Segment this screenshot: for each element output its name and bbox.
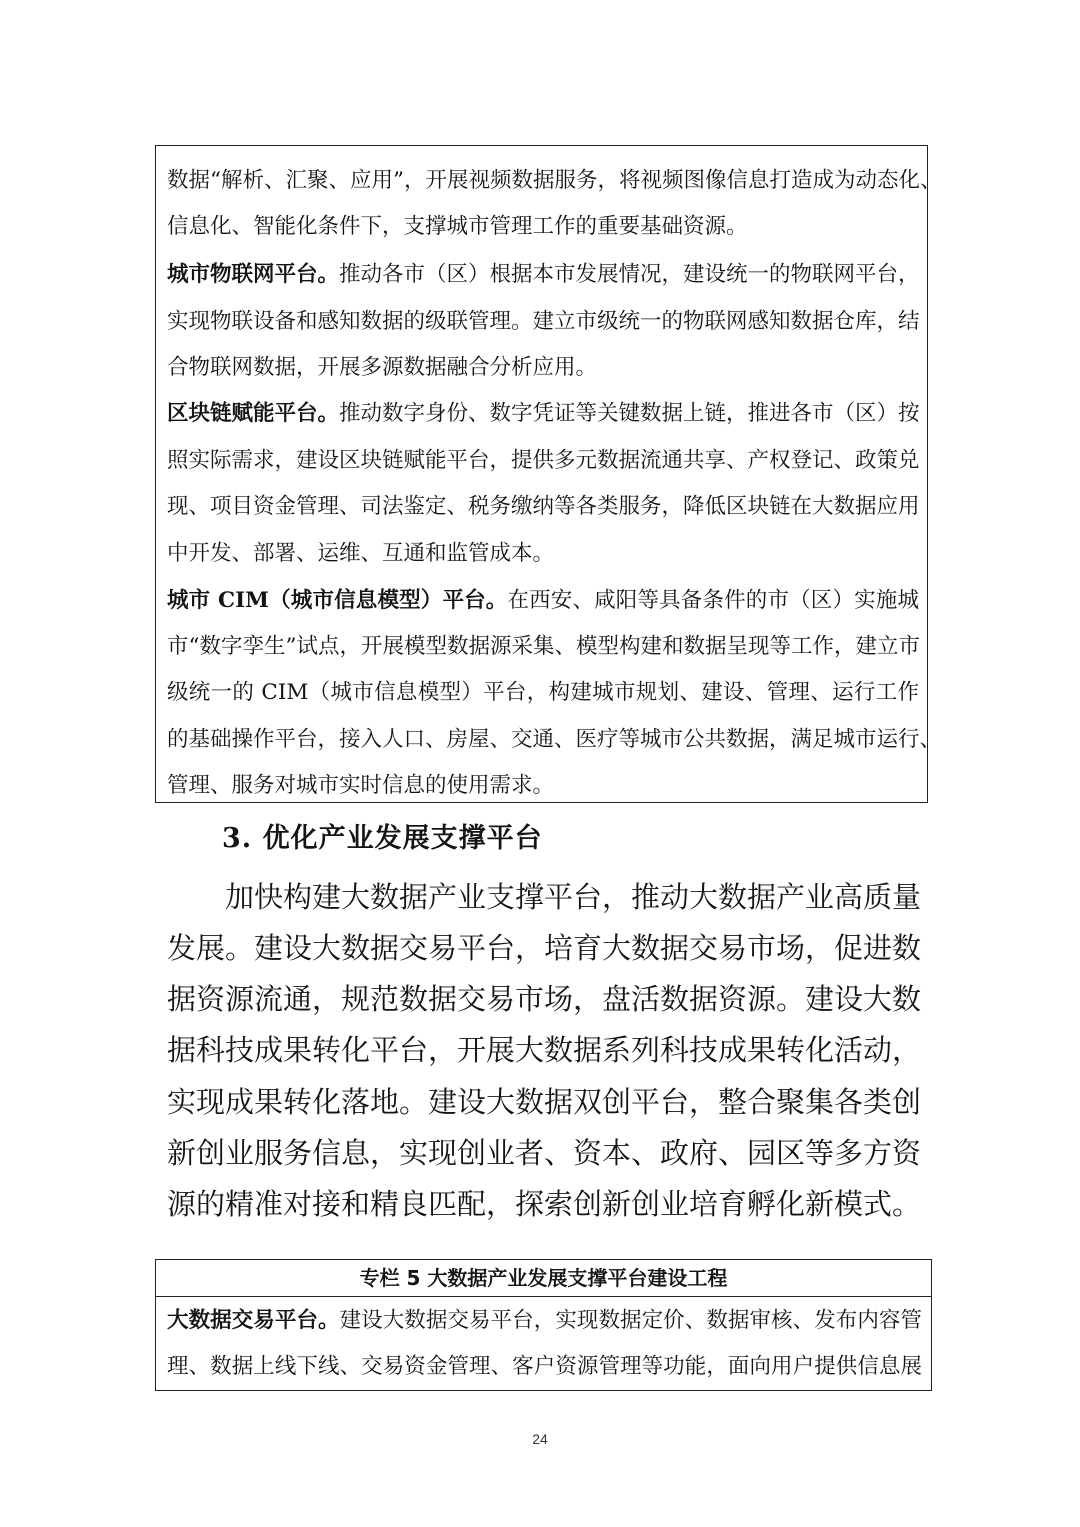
section-heading: 3. 优化产业发展支撑平台 xyxy=(222,823,543,854)
box1-line-2: 信息化、智能化条件下，支撑城市管理工作的重要基础资源。 xyxy=(167,214,748,239)
column-5-box xyxy=(155,1259,932,1391)
platform-list-box xyxy=(155,145,942,803)
body-line-6: 新创业服务信息，实现创业者、资本、政府、园区等多方资 xyxy=(167,1136,922,1170)
box1-line-5: 合物联网数据，开展多源数据融合分析应用。 xyxy=(167,355,598,380)
page-number: 24 xyxy=(532,1431,548,1447)
box1-line-11: 市“数字孪生”试点，开展模型数据源采集、模型构建和数据呈现等工作，建立市 xyxy=(167,634,920,659)
box1-line-4: 实现物联设备和感知数据的级联管理。建立市级统一的物联网感知数据仓库，结 xyxy=(167,309,920,334)
box2-line-1: 大数据交易平台。建设大数据交易平台，实现数据定价、数据审核、发布内容管 xyxy=(167,1308,922,1333)
box1-line-10: 城市 CIM（城市信息模型）平台。在西安、咸阳等具备条件的市（区）实施城 xyxy=(167,588,919,613)
box1-line-1: 数据“解析、汇聚、应用”，开展视频数据服务，将视频图像信息打造成为动态化、 xyxy=(167,168,942,193)
box1-line-9: 中开发、部署、运维、互通和监管成本。 xyxy=(167,541,555,566)
data-exchange-platform-title: 大数据交易平台。 xyxy=(167,1308,340,1333)
box1-line-13: 的基础操作平台，接入人口、房屋、交通、医疗等城市公共数据，满足城市运行、 xyxy=(167,727,942,752)
box1-line-8: 现、项目资金管理、司法鉴定、税务缴纳等各类服务，降低区块链在大数据应用 xyxy=(167,494,920,519)
box2-line-2: 理、数据上线下线、交易资金管理、客户资源管理等功能，面向用户提供信息展 xyxy=(167,1354,922,1379)
column-5-title: 专栏 5 大数据产业发展支撑平台建设工程 xyxy=(156,1260,931,1297)
body-line-4: 据科技成果转化平台，开展大数据系列科技成果转化活动， xyxy=(167,1033,922,1067)
body-line-2: 发展。建设大数据交易平台，培育大数据交易市场，促进数 xyxy=(167,931,922,965)
body-line-1: 加快构建大数据产业支撑平台，推动大数据产业高质量 xyxy=(225,880,922,914)
body-line-3: 据资源流通，规范数据交易市场，盘活数据资源。建设大数 xyxy=(167,982,922,1016)
box1-line-6: 区块链赋能平台。推动数字身份、数字凭证等关键数据上链，推进各市（区）按 xyxy=(167,401,920,426)
body-line-7: 源的精准对接和精良匹配，探索创新创业培育孵化新模式。 xyxy=(167,1187,922,1221)
iot-platform-title: 城市物联网平台。 xyxy=(167,262,340,287)
cim-platform-title: 城市 CIM（城市信息模型）平台。 xyxy=(167,588,508,613)
body-line-5: 实现成果转化落地。建设大数据双创平台，整合聚集各类创 xyxy=(167,1085,922,1119)
blockchain-platform-title: 区块链赋能平台。 xyxy=(167,401,340,426)
box1-line-12: 级统一的 CIM（城市信息模型）平台，构建城市规划、建设、管理、运行工作 xyxy=(167,680,919,705)
box1-line-3: 城市物联网平台。推动各市（区）根据本市发展情况，建设统一的物联网平台， xyxy=(167,262,920,287)
box1-line-14: 管理、服务对城市实时信息的使用需求。 xyxy=(167,773,555,798)
box1-line-7: 照实际需求，建设区块链赋能平台，提供多元数据流通共享、产权登记、政策兑 xyxy=(167,448,920,473)
